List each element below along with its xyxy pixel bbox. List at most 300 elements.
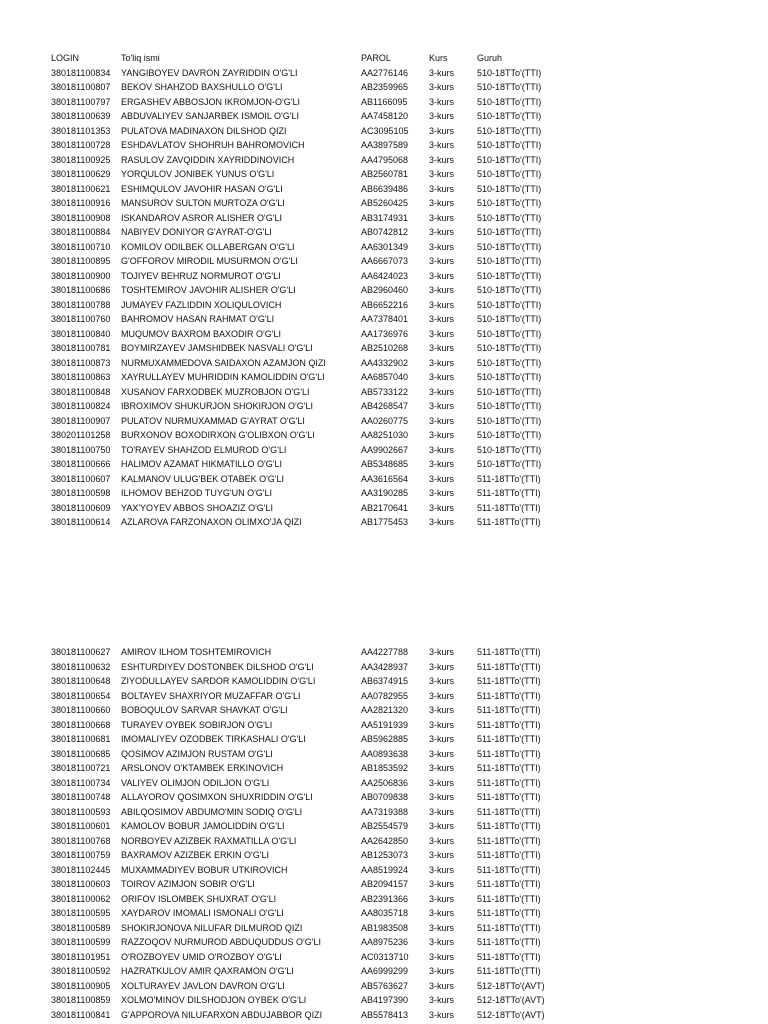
cell-password: AA0782955 xyxy=(361,690,409,701)
header-course: Kurs xyxy=(429,53,448,63)
cell-group: 510-18TTo'(TTI) xyxy=(477,169,542,179)
cell-group: 510-18TTo'(TTI) xyxy=(477,125,542,136)
cell-group: 511-18TTo'(TTI) xyxy=(477,951,541,962)
cell-login: 380181100873 xyxy=(51,357,111,368)
header-group: Guruh xyxy=(477,53,503,63)
cell-login: 380181100607 xyxy=(51,473,111,484)
table-row xyxy=(0,718,768,733)
table-row xyxy=(0,819,768,834)
cell-login: 380181100900 xyxy=(51,270,111,281)
cell-group: 510-18TTo'(TTI) xyxy=(477,111,542,121)
cell-group: 511-18TTo'(TTI) xyxy=(477,821,541,831)
cell-login: 380181100595 xyxy=(51,908,111,918)
cell-password: AB5763627 xyxy=(361,980,409,991)
header-login: LOGIN xyxy=(51,53,80,63)
cell-course: 3-kurs xyxy=(429,719,455,730)
cell-password: AB6639486 xyxy=(361,183,409,194)
cell-group: 512-18TTo'(AVT) xyxy=(477,1009,545,1020)
cell-full-name: XAYDAROV IMOMALI ISMONALI O'G'LI xyxy=(121,908,284,918)
cell-login: 380181100748 xyxy=(51,792,111,802)
cell-course: 3-kurs xyxy=(429,343,455,353)
cell-password: AA6857040 xyxy=(361,372,409,382)
cell-full-name: IMOMALIYEV OZODBEK TIRKASHALI O'G'LI xyxy=(121,734,306,744)
cell-group: 511-18TTo'(TTI) xyxy=(477,879,541,889)
cell-login: 380201101258 xyxy=(51,430,111,440)
cell-login: 380181100728 xyxy=(51,140,111,150)
cell-course: 3-kurs xyxy=(429,806,455,817)
cell-group: 511-18TTo'(TTI) xyxy=(477,908,541,918)
cell-course: 3-kurs xyxy=(429,372,455,382)
cell-full-name: JUMAYEV FAZLIDDIN XOLIQULOVICH xyxy=(121,299,282,310)
cell-password: AB2960460 xyxy=(361,285,409,295)
cell-group: 510-18TTo'(TTI) xyxy=(477,357,542,368)
cell-group: 510-18TTo'(TTI) xyxy=(477,430,542,440)
cell-full-name: BOLTAYEV SHAXRIYOR MUZAFFAR O'G'LI xyxy=(121,690,301,701)
cell-full-name: G'OFFOROV MIRODIL MUSURMON O'G'LI xyxy=(121,256,298,266)
cell-group: 511-18TTo'(TTI) xyxy=(477,473,541,484)
cell-course: 3-kurs xyxy=(429,198,455,208)
cell-group: 510-18TTo'(TTI) xyxy=(477,256,542,266)
cell-course: 3-kurs xyxy=(429,314,455,324)
cell-password: AB2170641 xyxy=(361,502,409,513)
cell-course: 3-kurs xyxy=(429,763,455,773)
cell-login: 380181100589 xyxy=(51,922,111,933)
cell-login: 380181100681 xyxy=(51,734,111,744)
cell-login: 380181100916 xyxy=(51,198,111,208)
cell-full-name: QOSIMOV AZIMJON RUSTAM O'G'LI xyxy=(121,748,273,759)
cell-login: 380181100666 xyxy=(51,459,111,469)
cell-password: AB5733122 xyxy=(361,386,409,397)
cell-course: 3-kurs xyxy=(429,401,455,411)
cell-group: 511-18TTo'(TTI) xyxy=(477,835,541,846)
cell-password: AA6424023 xyxy=(361,270,409,281)
cell-full-name: TOIROV AZIMJON SOBIR O'G'LI xyxy=(121,879,255,889)
cell-full-name: BOYMIRZAYEV JAMSHIDBEK NASVALI O'G'LI xyxy=(121,343,313,353)
table-row xyxy=(0,486,768,501)
table-row xyxy=(0,979,768,994)
cell-login: 380181100895 xyxy=(51,256,111,266)
cell-group: 510-18TTo'(TTI) xyxy=(477,444,542,455)
cell-full-name: ALLAYOROV QOSIMXON SHUXRIDDIN O'G'LI xyxy=(121,792,313,802)
cell-login: 380181100841 xyxy=(51,1009,111,1020)
cell-group: 511-18TTo'(TTI) xyxy=(477,864,541,875)
cell-course: 3-kurs xyxy=(429,922,455,933)
cell-password: AA7319388 xyxy=(361,806,409,817)
cell-login: 380181100598 xyxy=(51,488,111,498)
cell-course: 3-kurs xyxy=(429,169,455,179)
table-row xyxy=(0,327,768,342)
table-row xyxy=(0,124,768,139)
cell-group: 510-18TTo'(TTI) xyxy=(477,343,542,353)
cell-login: 380181100632 xyxy=(51,661,111,672)
cell-full-name: ILHOMOV BEHZOD TUYG'UN O'G'LI xyxy=(121,488,273,498)
table-block-2 xyxy=(0,645,768,1022)
cell-full-name: AMIROV ILHOM TOSHTEMIROVICH xyxy=(121,647,272,657)
table-row xyxy=(0,689,768,704)
cell-password: AA2776146 xyxy=(361,67,409,78)
cell-course: 3-kurs xyxy=(429,227,455,237)
cell-full-name: IBROXIMOV SHUKURJON SHOKIRJON O'G'LI xyxy=(121,401,313,411)
table-row xyxy=(0,312,768,327)
cell-password: AA8519924 xyxy=(361,864,409,875)
cell-group: 511-18TTo'(TTI) xyxy=(477,893,541,904)
cell-course: 3-kurs xyxy=(429,430,455,440)
cell-course: 3-kurs xyxy=(429,502,455,513)
table-row xyxy=(0,457,768,472)
cell-login: 380181100734 xyxy=(51,777,111,788)
table-row xyxy=(0,950,768,965)
cell-password: AA4227788 xyxy=(361,647,409,657)
cell-course: 3-kurs xyxy=(429,444,455,455)
cell-password: AB5962885 xyxy=(361,734,409,744)
cell-course: 3-kurs xyxy=(429,1009,455,1020)
table-row xyxy=(0,863,768,878)
cell-password: AB2359965 xyxy=(361,82,409,92)
cell-course: 3-kurs xyxy=(429,821,455,831)
cell-full-name: HAZRATKULOV AMIR QAXRAMON O'G'LI xyxy=(121,966,294,976)
cell-course: 3-kurs xyxy=(429,96,455,107)
cell-course: 3-kurs xyxy=(429,183,455,194)
cell-full-name: XOLMO'MINOV DILSHODJON OYBEK O'G'LI xyxy=(121,995,307,1005)
cell-group: 510-18TTo'(TTI) xyxy=(477,314,542,324)
cell-full-name: YANGIBOYEV DAVRON ZAYRIDDIN O'G'LI xyxy=(121,67,298,78)
cell-full-name: BAXRAMOV AZIZBEK ERKIN O'G'LI xyxy=(121,850,269,860)
table-row xyxy=(0,761,768,776)
cell-full-name: MUXAMMADIYEV BOBUR UTKIROVICH xyxy=(121,864,288,875)
cell-group: 511-18TTo'(TTI) xyxy=(477,661,541,672)
cell-full-name: KALMANOV ULUG'BEK OTABEK O'G'LI xyxy=(121,473,285,484)
table-row xyxy=(0,211,768,226)
cell-password: AA3897589 xyxy=(361,140,409,150)
cell-course: 3-kurs xyxy=(429,82,455,92)
cell-login: 380181100781 xyxy=(51,343,111,353)
cell-login: 380181100686 xyxy=(51,285,111,295)
table-row xyxy=(0,182,768,197)
cell-login: 380181101353 xyxy=(51,125,111,136)
cell-password: AA4332902 xyxy=(361,357,409,368)
cell-password: AA0893638 xyxy=(361,748,409,759)
cell-course: 3-kurs xyxy=(429,647,455,657)
cell-login: 380181100621 xyxy=(51,183,111,194)
cell-full-name: AZLAROVA FARZONAXON OLIMXO'JA QIZI xyxy=(121,517,302,527)
cell-password: AB0742812 xyxy=(361,227,409,237)
table-row xyxy=(0,964,768,979)
cell-login: 380181100627 xyxy=(51,647,111,657)
cell-login: 380181100668 xyxy=(51,719,111,730)
cell-full-name: KAMOLOV BOBUR JAMOLIDDIN O'G'LI xyxy=(121,821,285,831)
cell-course: 3-kurs xyxy=(429,908,455,918)
cell-login: 380181102445 xyxy=(51,864,111,875)
cell-login: 380181100592 xyxy=(51,966,111,976)
cell-login: 380181100788 xyxy=(51,299,111,310)
cell-password: AA2821320 xyxy=(361,705,409,715)
table-row xyxy=(0,747,768,762)
cell-password: AA6667073 xyxy=(361,256,409,266)
cell-login: 380181100834 xyxy=(51,67,111,78)
cell-course: 3-kurs xyxy=(429,241,455,252)
cell-group: 510-18TTo'(TTI) xyxy=(477,328,542,339)
table-row xyxy=(0,472,768,487)
cell-login: 380181100660 xyxy=(51,705,111,715)
cell-course: 3-kurs xyxy=(429,111,455,121)
cell-course: 3-kurs xyxy=(429,125,455,136)
cell-login: 380181100760 xyxy=(51,314,111,324)
cell-group: 511-18TTo'(TTI) xyxy=(477,517,541,527)
cell-group: 510-18TTo'(TTI) xyxy=(477,140,542,150)
cell-login: 380181100859 xyxy=(51,995,111,1005)
cell-password: AC0313710 xyxy=(361,951,409,962)
cell-password: AB5578413 xyxy=(361,1009,409,1020)
cell-full-name: SHOKIRJONOVA NILUFAR DILMUROD QIZI xyxy=(121,922,303,933)
cell-full-name: NURMUXAMMEDOVA SAIDAXON AZAMJON QIZI xyxy=(121,357,326,368)
cell-login: 380181100807 xyxy=(51,82,111,92)
cell-group: 510-18TTo'(TTI) xyxy=(477,285,542,295)
cell-login: 380181100840 xyxy=(51,328,111,339)
cell-course: 3-kurs xyxy=(429,140,455,150)
cell-group: 510-18TTo'(TTI) xyxy=(477,386,542,397)
cell-password: AB5348685 xyxy=(361,459,409,469)
cell-login: 380181100750 xyxy=(51,444,111,455)
cell-course: 3-kurs xyxy=(429,792,455,802)
cell-full-name: ORIFOV ISLOMBEK SHUXRAT O'G'LI xyxy=(121,893,277,904)
cell-group: 510-18TTo'(TTI) xyxy=(477,241,542,252)
cell-group: 511-18TTo'(TTI) xyxy=(477,734,541,744)
cell-full-name: XOLTURAYEV JAVLON DAVRON O'G'LI xyxy=(121,980,285,991)
table-body-1 xyxy=(0,66,768,530)
cell-course: 3-kurs xyxy=(429,835,455,846)
cell-login: 380181100639 xyxy=(51,111,111,121)
cell-group: 510-18TTo'(TTI) xyxy=(477,415,542,426)
cell-login: 380181100759 xyxy=(51,850,111,860)
cell-login: 380181100905 xyxy=(51,980,111,991)
cell-login: 380181100654 xyxy=(51,690,111,701)
cell-full-name: KOMILOV ODILBEK OLLABERGAN O'G'LI xyxy=(121,241,295,252)
cell-course: 3-kurs xyxy=(429,864,455,875)
table-row xyxy=(0,153,768,168)
cell-password: AA8251030 xyxy=(361,430,409,440)
cell-login: 380181100824 xyxy=(51,401,111,411)
cell-full-name: TOJIYEV BEHRUZ NORMUROT O'G'LI xyxy=(121,270,281,281)
header-full-name: To'liq ismi xyxy=(121,53,160,63)
cell-full-name: MANSUROV SULTON MURTOZA O'G'LI xyxy=(121,198,285,208)
cell-password: AA9902667 xyxy=(361,444,409,455)
cell-group: 511-18TTo'(TTI) xyxy=(477,488,541,498)
table-body-2 xyxy=(0,645,768,1022)
cell-course: 3-kurs xyxy=(429,705,455,715)
cell-course: 3-kurs xyxy=(429,517,455,527)
cell-password: AA3428937 xyxy=(361,661,409,672)
cell-group: 510-18TTo'(TTI) xyxy=(477,401,542,411)
cell-group: 511-18TTo'(TTI) xyxy=(477,502,541,513)
cell-group: 511-18TTo'(TTI) xyxy=(477,777,541,788)
cell-password: AA8035718 xyxy=(361,908,409,918)
cell-full-name: ARSLONOV O'KTAMBEK ERKINOVICH xyxy=(121,763,284,773)
cell-course: 3-kurs xyxy=(429,154,455,165)
cell-full-name: RAZZOQOV NURMUROD ABDUQUDDUS O'G'LI xyxy=(121,937,321,947)
cell-course: 3-kurs xyxy=(429,256,455,266)
cell-login: 380181100599 xyxy=(51,937,111,947)
table-row xyxy=(0,399,768,414)
table-row xyxy=(0,196,768,211)
cell-full-name: TOSHTEMIROV JAVOHIR ALISHER O'G'LI xyxy=(121,285,296,295)
cell-login: 380181100768 xyxy=(51,835,111,846)
cell-full-name: YAX'YOYEV ABBOS SHOAZIZ O'G'LI xyxy=(121,502,274,513)
cell-login: 380181100848 xyxy=(51,386,111,397)
cell-login: 380181100925 xyxy=(51,154,111,165)
cell-group: 511-18TTo'(TTI) xyxy=(477,690,541,701)
cell-password: AA2506836 xyxy=(361,777,409,788)
cell-course: 3-kurs xyxy=(429,966,455,976)
cell-login: 380181100797 xyxy=(51,96,111,107)
table-row xyxy=(0,225,768,240)
cell-password: AB5260425 xyxy=(361,198,409,208)
cell-password: AB3174931 xyxy=(361,212,409,223)
table-row xyxy=(0,428,768,443)
cell-group: 510-18TTo'(TTI) xyxy=(477,459,542,469)
cell-group: 510-18TTo'(TTI) xyxy=(477,82,542,92)
table-row xyxy=(0,269,768,284)
cell-full-name: RASULOV ZAVQIDDIN XAYRIDDINOVICH xyxy=(121,154,295,165)
cell-login: 380181100685 xyxy=(51,748,111,759)
cell-group: 512-18TTo'(AVT) xyxy=(477,995,545,1005)
cell-course: 3-kurs xyxy=(429,67,455,78)
cell-group: 511-18TTo'(TTI) xyxy=(477,748,541,759)
cell-login: 380181100062 xyxy=(51,893,111,904)
table-row xyxy=(0,414,768,429)
cell-password: AA6999299 xyxy=(361,966,409,976)
cell-full-name: BEKOV SHAHZOD BAXSHULLO O'G'LI xyxy=(121,82,283,92)
cell-password: AB2554579 xyxy=(361,821,409,831)
cell-course: 3-kurs xyxy=(429,270,455,281)
cell-group: 511-18TTo'(TTI) xyxy=(477,937,541,947)
cell-group: 511-18TTo'(TTI) xyxy=(477,647,541,657)
cell-password: AB1983508 xyxy=(361,922,409,933)
cell-login: 380181100603 xyxy=(51,879,111,889)
cell-login: 380181100601 xyxy=(51,821,111,831)
cell-course: 3-kurs xyxy=(429,690,455,701)
cell-group: 511-18TTo'(TTI) xyxy=(477,922,541,933)
table-header-row xyxy=(0,51,768,66)
cell-course: 3-kurs xyxy=(429,357,455,368)
cell-course: 3-kurs xyxy=(429,212,455,223)
table-row xyxy=(0,703,768,718)
cell-course: 3-kurs xyxy=(429,951,455,962)
cell-course: 3-kurs xyxy=(429,893,455,904)
cell-password: AA0260775 xyxy=(361,415,409,426)
table-row xyxy=(0,95,768,110)
cell-full-name: BOBOQULOV SARVAR SHAVKAT O'G'LI xyxy=(121,705,288,715)
cell-course: 3-kurs xyxy=(429,415,455,426)
cell-login: 380181100884 xyxy=(51,227,111,237)
cell-full-name: ABILQOSIMOV ABDUMO'MIN SODIQ O'G'LI xyxy=(121,806,303,817)
cell-login: 380181100648 xyxy=(51,676,111,686)
cell-course: 3-kurs xyxy=(429,328,455,339)
cell-course: 3-kurs xyxy=(429,676,455,686)
cell-password: AB4197390 xyxy=(361,995,409,1005)
cell-group: 510-18TTo'(TTI) xyxy=(477,183,542,194)
cell-group: 510-18TTo'(TTI) xyxy=(477,227,542,237)
cell-full-name: XUSANOV FARXODBEK MUZROBJON O'G'LI xyxy=(121,386,310,397)
cell-full-name: ESHIMQULOV JAVOHIR HASAN O'G'LI xyxy=(121,183,283,194)
table-row xyxy=(0,298,768,313)
table-row xyxy=(0,240,768,255)
cell-password: AB1166095 xyxy=(361,96,408,107)
cell-full-name: HALIMOV AZAMAT HIKMATILLO O'G'LI xyxy=(121,459,282,469)
cell-password: AA6301349 xyxy=(361,241,409,252)
cell-full-name: YORQULOV JONIBEK YUNUS O'G'LI xyxy=(121,169,275,179)
cell-group: 510-18TTo'(TTI) xyxy=(477,212,542,223)
cell-group: 510-18TTo'(TTI) xyxy=(477,299,542,310)
cell-group: 510-18TTo'(TTI) xyxy=(477,372,542,382)
cell-full-name: ESHDAVLATOV SHOHRUH BAHROMOVICH xyxy=(121,140,305,150)
cell-course: 3-kurs xyxy=(429,488,455,498)
cell-course: 3-kurs xyxy=(429,879,455,889)
table-row xyxy=(0,921,768,936)
table-row xyxy=(0,993,768,1008)
table-row xyxy=(0,66,768,81)
cell-full-name: MUQUMOV BAXROM BAXODIR O'G'LI xyxy=(121,328,281,339)
table-row xyxy=(0,877,768,892)
cell-login: 380181100593 xyxy=(51,806,111,817)
cell-password: AA3190285 xyxy=(361,488,409,498)
cell-password: AB2094157 xyxy=(361,879,409,889)
table-row xyxy=(0,1008,768,1023)
cell-login: 380181100907 xyxy=(51,415,111,426)
table-row xyxy=(0,80,768,95)
cell-login: 380181100710 xyxy=(51,241,111,252)
cell-group: 511-18TTo'(TTI) xyxy=(477,792,541,802)
table-row xyxy=(0,283,768,298)
cell-course: 3-kurs xyxy=(429,661,455,672)
cell-login: 380181100609 xyxy=(51,502,111,513)
table-row xyxy=(0,645,768,660)
cell-password: AA4795068 xyxy=(361,154,409,165)
cell-password: AB2391366 xyxy=(361,893,409,904)
cell-password: AB1853592 xyxy=(361,763,409,773)
cell-password: AB4268547 xyxy=(361,401,409,411)
table-row xyxy=(0,776,768,791)
table-row xyxy=(0,370,768,385)
table-row xyxy=(0,341,768,356)
table-row xyxy=(0,834,768,849)
cell-group: 511-18TTo'(TTI) xyxy=(477,806,541,817)
table-row xyxy=(0,501,768,516)
table-row xyxy=(0,935,768,950)
header-password: PAROL xyxy=(361,53,391,63)
cell-course: 3-kurs xyxy=(429,777,455,788)
cell-full-name: ZIYODULLAYEV SARDOR KAMOLIDDIN O'G'LI xyxy=(121,676,316,686)
cell-group: 511-18TTo'(TTI) xyxy=(477,763,541,773)
table-row xyxy=(0,674,768,689)
cell-full-name: O'ROZBOYEV UMID O'ROZBOY O'G'LI xyxy=(121,951,282,962)
cell-full-name: BURXONOV BOXODIRXON G'OLIBXON O'G'LI xyxy=(121,430,315,440)
cell-course: 3-kurs xyxy=(429,386,455,397)
cell-full-name: XAYRULLAYEV MUHRIDDIN KAMOLIDDIN O'G'LI xyxy=(121,372,325,382)
cell-login: 380181100908 xyxy=(51,212,111,223)
cell-full-name: PULATOVA MADINAXON DILSHOD QIZI xyxy=(121,125,287,136)
cell-full-name: ESHTURDIYEV DOSTONBEK DILSHOD O'G'LI xyxy=(121,661,314,672)
cell-group: 510-18TTo'(TTI) xyxy=(477,154,542,165)
cell-group: 511-18TTo'(TTI) xyxy=(477,966,541,976)
cell-full-name: BAHROMOV HASAN RAHMAT O'G'LI xyxy=(121,314,275,324)
cell-password: AA5191939 xyxy=(361,719,409,730)
cell-password: AA8975236 xyxy=(361,937,409,947)
cell-group: 511-18TTo'(TTI) xyxy=(477,850,541,860)
cell-full-name: VALIYEV OLIMJON ODILJON O'G'LI xyxy=(121,777,270,788)
table-row xyxy=(0,109,768,124)
cell-login: 380181100614 xyxy=(51,517,111,527)
cell-course: 3-kurs xyxy=(429,995,455,1005)
